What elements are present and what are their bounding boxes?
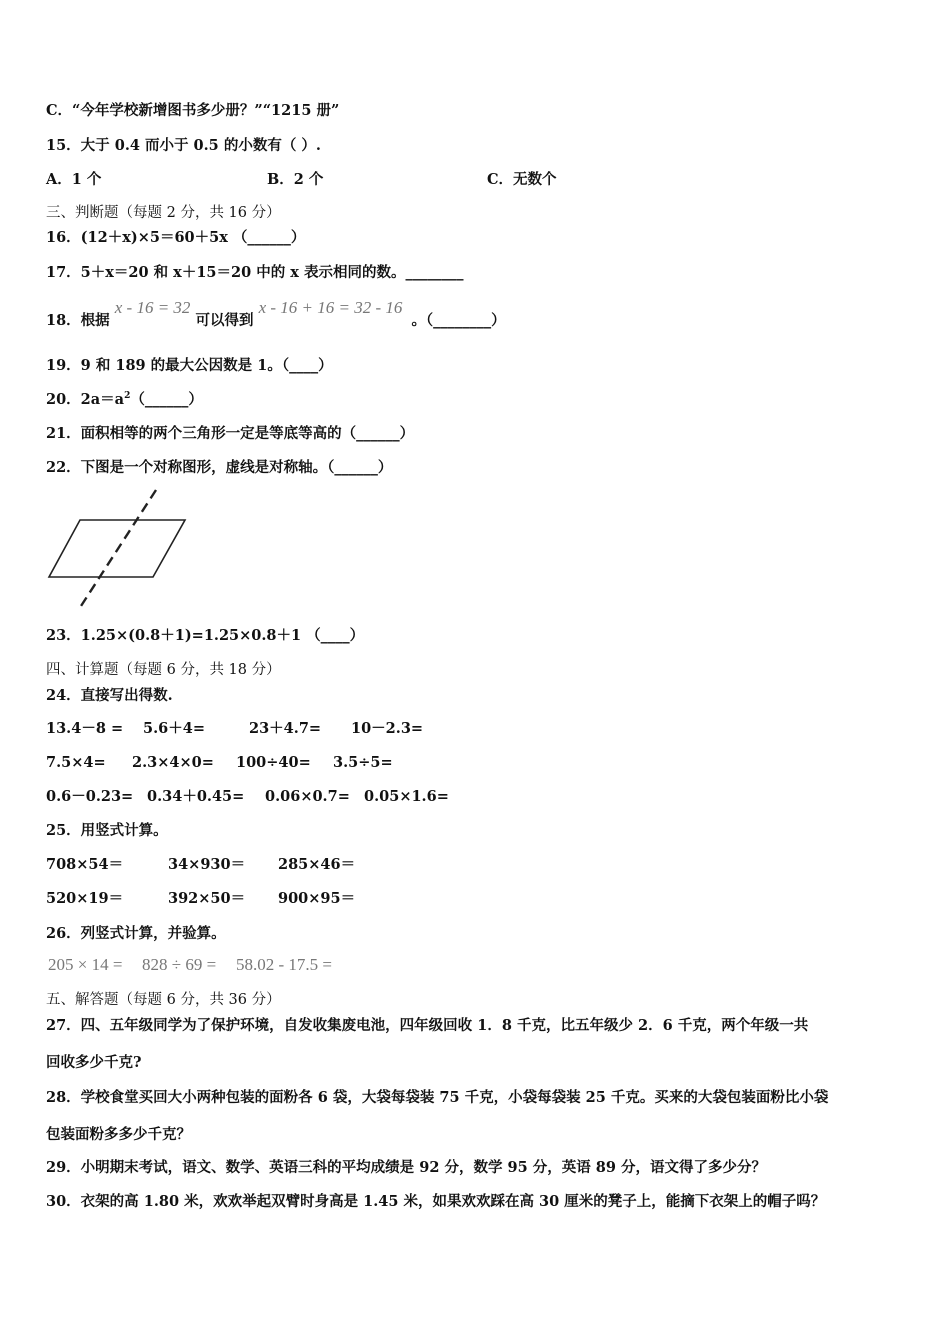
- q18-prefix: 18．根据: [46, 312, 110, 329]
- q20-prefix: 20．2a＝a: [46, 391, 125, 408]
- q15-stem: 15．大于 0.4 而小于 0.5 的小数有（ ）.: [46, 137, 321, 154]
- q24-item: 5.6＋4=: [143, 720, 205, 737]
- q15-option-a: A．1 个: [46, 171, 102, 188]
- q14-option-c: C．“今年学校新增图书多少册？”“1215 册”: [46, 102, 340, 119]
- q24-item: 0.34＋0.45=: [147, 788, 245, 805]
- q18: [46, 298, 506, 331]
- q24-item: 13.4－8 =: [46, 720, 124, 737]
- q19: 19．9 和 189 的最大公因数是 1。（____）: [46, 357, 333, 374]
- q18-equation-1: x - 16 = 32: [114, 298, 191, 317]
- q26-stem: 26．列竖式计算，并验算。: [46, 925, 226, 942]
- q24-item: 100÷40=: [236, 754, 311, 771]
- section4-title: 四、计算题（每题 6 分，共 18 分）: [46, 662, 281, 678]
- q26-item: 205 × 14 =: [48, 955, 123, 974]
- q20: [46, 390, 203, 410]
- section3-title: 三、判断题（每题 2 分，共 16 分）: [46, 205, 281, 221]
- q18-suffix: 。（________）: [411, 312, 506, 329]
- q18-equation-2: x - 16 + 16 = 32 - 16: [258, 298, 403, 317]
- q20-suffix: （______）: [130, 391, 203, 408]
- q25-stem: 25．用竖式计算。: [46, 822, 168, 839]
- q25-item: 708×54＝: [46, 856, 124, 873]
- q25-item: 285×46＝: [278, 856, 356, 873]
- q15-option-b: B．2 个: [267, 171, 324, 188]
- q25-item: 34×930＝: [168, 856, 246, 873]
- q24-item: 10－2.3=: [351, 720, 424, 737]
- q28-line-2: 包装面粉多多少千克？: [46, 1126, 191, 1143]
- q25-item: 520×19＝: [46, 890, 124, 907]
- q21: 21．面积相等的两个三角形一定是等底等高的（______）: [46, 425, 415, 442]
- section5-title: 五、解答题（每题 6 分，共 36 分）: [46, 992, 281, 1008]
- q25-item: 392×50＝: [168, 890, 246, 907]
- q24-stem: 24．直接写出得数.: [46, 687, 173, 704]
- parallelogram-figure: [40, 482, 200, 612]
- q17: 17．5＋x＝20 和 x＋15＝20 中的 x 表示相同的数。________: [46, 264, 464, 281]
- q24-item: 0.06×0.7=: [265, 788, 350, 805]
- symmetry-axis-dashed-line: [81, 490, 156, 606]
- q24-item: 2.3×4×0=: [132, 754, 214, 771]
- q15-option-c: C．无数个: [487, 171, 557, 188]
- q23: 23．1.25×(0.8＋1)=1.25×0.8＋1 （____）: [46, 627, 365, 644]
- q25-item: 900×95＝: [278, 890, 356, 907]
- q20-exponent: 2: [124, 391, 131, 402]
- q29: 29．小明期末考试，语文、数学、英语三科的平均成绩是 92 分，数学 95 分，英语 89 分，语文得了多少分？: [46, 1159, 766, 1176]
- q27-line-2: 回收多少千克?: [46, 1054, 142, 1071]
- q24-item: 7.5×4=: [46, 754, 106, 771]
- q22: 22．下图是一个对称图形，虚线是对称轴。（______）: [46, 459, 393, 476]
- q18-middle: 可以得到: [195, 312, 254, 329]
- q26-item: 828 ÷ 69 =: [142, 955, 217, 974]
- q30: 30．衣架的高 1.80 米，欢欢举起双臂时身高是 1.45 米，如果欢欢踩在高 30 厘米的凳子上，能摘下衣架上的帽子吗？: [46, 1193, 826, 1210]
- q27-line-1: 27．四、五年级同学为了保护环境，自发收集废电池，四年级回收 1．8 千克，比五年级少 2．6 千克，两个年级一共: [46, 1017, 809, 1034]
- q28-line-1: 28．学校食堂买回大小两种包装的面粉各 6 袋，大袋每袋装 75 千克，小袋每袋装 25 千克。买来的大袋包装面粉比小袋: [46, 1089, 829, 1106]
- q24-item: 3.5÷5=: [333, 754, 393, 771]
- q24-item: 0.05×1.6=: [364, 788, 449, 805]
- q24-item: 23＋4.7=: [249, 720, 322, 737]
- q26-item: 58.02 - 17.5 =: [236, 955, 332, 974]
- q24-item: 0.6－0.23=: [46, 788, 134, 805]
- q16: 16．(12＋x)×5＝60＋5x （______）: [46, 229, 306, 246]
